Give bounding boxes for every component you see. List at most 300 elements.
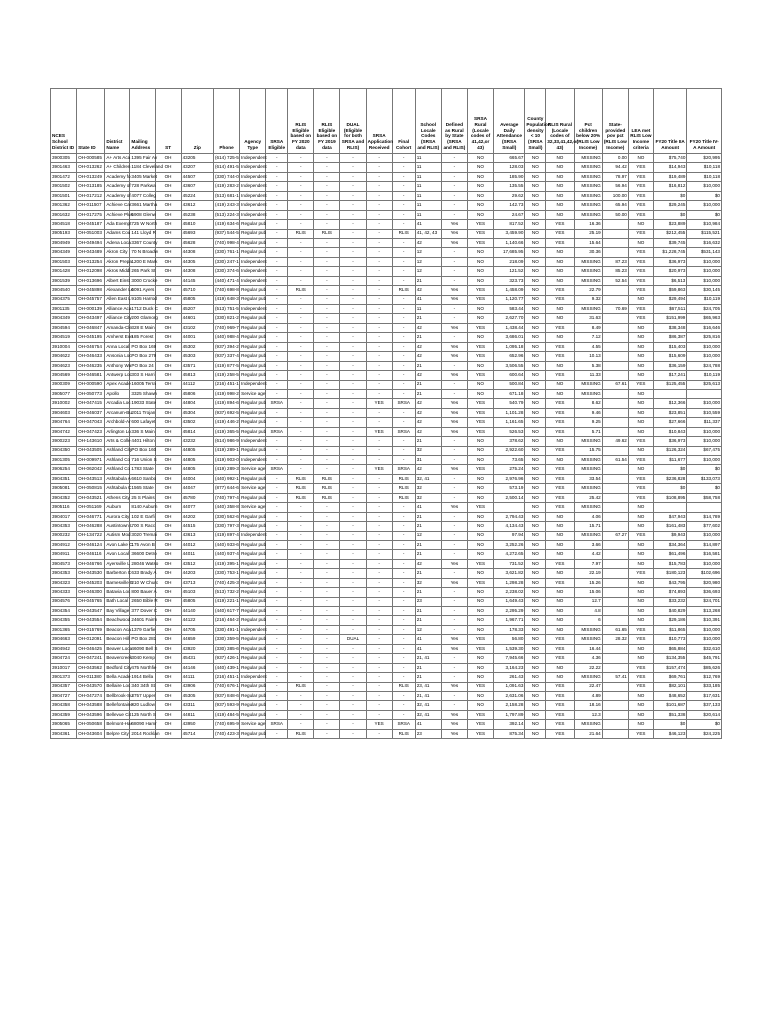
table-cell: 1,967.71	[494, 616, 525, 625]
table-cell: $10,391	[687, 616, 722, 625]
table-cell: MISSING	[574, 305, 602, 314]
table-row	[51, 456, 722, 465]
table-cell: $15,783	[653, 559, 686, 568]
table-cell: Independent	[240, 305, 266, 314]
table-cell: 21, 41	[415, 654, 441, 663]
table-cell: (937) 544-5	[214, 229, 240, 238]
table-cell: -	[314, 210, 340, 219]
table-cell: 3904764	[51, 418, 77, 427]
table-cell: NO	[546, 540, 574, 549]
table-cell: 41	[415, 635, 441, 644]
table-cell: $24,225	[687, 729, 722, 738]
table-cell: -	[266, 456, 288, 465]
table-row	[51, 550, 722, 559]
table-cell: NO	[546, 248, 574, 257]
table-cell: -	[314, 540, 340, 549]
table-cell: -	[441, 267, 467, 276]
table-cell: 3904357	[51, 682, 77, 691]
table-cell: -	[340, 361, 366, 370]
table-cell: Independent	[240, 267, 266, 276]
table-cell: -	[314, 720, 340, 729]
table-cell: -	[266, 522, 288, 531]
table-cell: -	[266, 154, 288, 163]
table-cell: NO	[628, 559, 653, 568]
table-cell: -	[288, 673, 314, 682]
table-cell: 41	[415, 503, 441, 512]
table-cell: 43607	[181, 182, 213, 191]
table-cell: -	[366, 408, 392, 417]
table-cell: -	[266, 361, 288, 370]
table-cell: YES	[628, 305, 653, 314]
table-cell: $17,241	[653, 371, 686, 380]
table-cell	[602, 701, 628, 710]
table-cell: 21	[415, 512, 441, 521]
table-cell: 1,458.09	[494, 286, 525, 295]
table-cell: Ashland Co	[105, 465, 130, 474]
table-cell: (216) 451-1	[214, 380, 240, 389]
table-cell: 725 W North	[130, 220, 155, 229]
table-cell: YES	[628, 276, 653, 285]
table-cell: NO	[467, 333, 493, 342]
table-cell: Anna Local	[105, 342, 130, 351]
table-cell: 18.16	[574, 701, 602, 710]
table-cell: YES	[546, 295, 574, 304]
table-cell: 42	[415, 418, 441, 427]
table-cell: 303 S Harri	[130, 371, 155, 380]
table-cell: OH	[155, 607, 181, 616]
table-cell: Bellbrook-Su	[105, 691, 130, 700]
table-cell: -	[314, 314, 340, 323]
table-cell: -	[392, 172, 415, 181]
table-cell: -	[441, 276, 467, 285]
table-cell: $51,338	[653, 710, 686, 719]
table-cell: YES	[628, 210, 653, 219]
table-cell: 10.13	[574, 352, 602, 361]
table-cell: (740) 998-4	[214, 238, 240, 247]
table-cell: 32	[415, 578, 441, 587]
column-header: RLIS Eligible based on FY 2019 data	[314, 89, 340, 154]
table-cell: 42	[415, 238, 441, 247]
table-cell: 2,500.14	[494, 493, 525, 502]
table-cell: 28046 Watso	[130, 559, 155, 568]
table-cell: 12	[415, 248, 441, 257]
table-cell: OH	[155, 314, 181, 323]
table-cell: -	[366, 597, 392, 606]
table-cell: 1,161.65	[494, 418, 525, 427]
table-cell: NO	[525, 456, 546, 465]
table-cell: MISSING	[574, 210, 602, 219]
table-cell: -	[266, 201, 288, 210]
table-cell: -	[314, 172, 340, 181]
table-cell: (419) 289-3	[214, 465, 240, 474]
table-cell: Avon Local	[105, 550, 130, 559]
table-cell: MISSING	[574, 380, 602, 389]
table-cell: MISSING	[574, 276, 602, 285]
table-cell: -	[340, 559, 366, 568]
table-cell: -	[314, 644, 340, 653]
table-cell: OH-047241	[77, 654, 105, 663]
table-cell: -	[392, 323, 415, 332]
table-cell: Yes	[441, 342, 467, 351]
table-cell: OH-043547	[77, 607, 105, 616]
table-cell: MISSING	[574, 503, 602, 512]
table-cell: Yes	[441, 559, 467, 568]
table-cell: (330) 374-6	[214, 267, 240, 276]
table-cell: NO	[546, 361, 574, 370]
table-cell: OH	[155, 248, 181, 257]
table-cell: -	[314, 201, 340, 210]
table-cell: 70.69	[602, 305, 628, 314]
table-cell: Bay Village	[105, 607, 130, 616]
table-cell: 8140 Auburn	[130, 503, 155, 512]
table-cell: -	[366, 371, 392, 380]
table-cell: -	[314, 305, 340, 314]
table-cell: 45806	[181, 389, 213, 398]
table-cell: -	[366, 238, 392, 247]
table-cell: NO	[525, 380, 546, 389]
table-cell: YES	[366, 399, 392, 408]
table-cell: -	[441, 361, 467, 370]
table-cell	[602, 399, 628, 408]
table-cell: 3904359	[51, 710, 77, 719]
table-cell: Independent	[240, 673, 266, 682]
table-cell: Akron City	[105, 248, 130, 257]
table-row	[51, 342, 722, 351]
table-cell: NO	[525, 314, 546, 323]
table-cell: 141 Lloyd R	[130, 229, 155, 238]
table-cell: 21	[415, 616, 441, 625]
table-cell: -	[288, 597, 314, 606]
table-cell: (419) 998-2	[214, 389, 240, 398]
table-cell: 21	[415, 333, 441, 342]
table-row	[51, 493, 722, 502]
table-cell: $16,646	[687, 323, 722, 332]
table-cell: 11	[415, 201, 441, 210]
table-cell: -	[266, 295, 288, 304]
table-cell: 87.23	[602, 257, 628, 266]
table-cell: NO	[525, 644, 546, 653]
table-cell: 3904727	[51, 691, 77, 700]
table-cell: SRSA	[266, 465, 288, 474]
table-cell: $115,521	[687, 229, 722, 238]
table-cell: 3,621.82	[494, 569, 525, 578]
table-cell: 6610 Sanbo	[130, 474, 155, 483]
table-cell: 4401 Hilton	[130, 437, 155, 446]
table-cell: YES	[467, 371, 493, 380]
column-header: LEA met RLIS Low Income criteria	[628, 89, 653, 154]
table-cell: YES	[628, 201, 653, 210]
table-cell: -	[314, 333, 340, 342]
table-cell: YES	[546, 408, 574, 417]
table-cell: -	[266, 691, 288, 700]
table-cell: Barberton C	[105, 569, 130, 578]
table-cell: -	[340, 371, 366, 380]
table-cell: 16005 Terra	[130, 380, 155, 389]
table-cell: NO	[525, 295, 546, 304]
table-cell	[494, 503, 525, 512]
table-cell: NO	[525, 625, 546, 634]
table-cell: -	[314, 191, 340, 200]
table-cell: $0	[687, 720, 722, 729]
table-cell: YES	[628, 531, 653, 540]
table-cell: -	[366, 389, 392, 398]
table-cell: -	[288, 654, 314, 663]
table-cell: 583.44	[494, 305, 525, 314]
table-cell: Beacon Hill	[105, 635, 130, 644]
table-cell: 3904017	[51, 512, 77, 521]
table-cell: -	[392, 446, 415, 455]
table-cell: Regular pub	[240, 238, 266, 247]
table-cell: -	[340, 295, 366, 304]
table-cell: 3904349	[51, 314, 77, 323]
table-cell: -	[392, 238, 415, 247]
table-cell: (877) 644-6	[214, 484, 240, 493]
table-cell: NO	[525, 531, 546, 540]
table-cell: 1783 State	[130, 465, 155, 474]
table-cell: 4.55	[574, 342, 602, 351]
table-cell: OH	[155, 427, 181, 436]
table-cell: 21	[415, 607, 441, 616]
table-cell: $125,455	[653, 380, 686, 389]
table-cell: $0	[687, 465, 722, 474]
table-cell: 3905065	[51, 720, 77, 729]
table-cell: -	[392, 276, 415, 285]
table-cell: 3900232	[51, 531, 77, 540]
table-cell: NO	[628, 342, 653, 351]
table-cell: (330) 797-3	[214, 522, 240, 531]
table-cell: 11.33	[574, 371, 602, 380]
table-cell: OH-045187	[77, 220, 105, 229]
table-cell: $10,843	[653, 427, 686, 436]
table-cell: -	[340, 578, 366, 587]
table-cell: 3405 Market	[130, 172, 155, 181]
table-cell: 45103	[181, 588, 213, 597]
table-cell: Arcanum-Bu	[105, 408, 130, 417]
table-cell: Regular pub	[240, 248, 266, 257]
table-cell: OH-043513	[77, 474, 105, 483]
table-cell: -	[288, 427, 314, 436]
table-cell: OH	[155, 229, 181, 238]
table-cell: -	[366, 550, 392, 559]
table-cell: -	[340, 550, 366, 559]
table-cell: -	[340, 314, 366, 323]
table-cell: -	[392, 191, 415, 200]
table-cell: (440) 992-1	[214, 474, 240, 483]
table-row	[51, 210, 722, 219]
table-cell: -	[288, 437, 314, 446]
table-cell: NO	[525, 673, 546, 682]
table-cell: Yes	[441, 682, 467, 691]
table-cell: Archbold-Ar	[105, 418, 130, 427]
table-cell	[602, 522, 628, 531]
table-cell: NO	[628, 352, 653, 361]
table-cell: 41	[415, 644, 441, 653]
table-cell: 135.55	[494, 182, 525, 191]
table-cell: Independent	[240, 154, 266, 163]
table-cell: MISSING	[574, 154, 602, 163]
table-cell: 3900223	[51, 437, 77, 446]
table-cell: Independent	[240, 182, 266, 191]
table-cell: 475 Northfie	[130, 663, 155, 672]
table-cell: 3,686.01	[494, 333, 525, 342]
column-header: RLIS Eligible based on FY 2020 data	[288, 89, 314, 154]
table-cell: $32,610	[687, 644, 722, 653]
table-cell: 185.90	[494, 172, 525, 181]
table-cell: SRSA	[392, 399, 415, 408]
table-cell: 261.43	[494, 673, 525, 682]
table-cell: MISSING	[574, 531, 602, 540]
table-cell: -	[314, 654, 340, 663]
table-cell: NO	[546, 550, 574, 559]
table-cell: OH	[155, 389, 181, 398]
table-cell: Independent	[240, 276, 266, 285]
table-cell: YES	[467, 352, 493, 361]
table-cell: (419) 243-3	[214, 201, 240, 210]
table-cell: NO	[546, 437, 574, 446]
table-cell: OH-017275	[77, 210, 105, 219]
table-cell	[687, 389, 722, 398]
table-cell: -	[366, 512, 392, 521]
table-cell: -	[288, 342, 314, 351]
table-cell: PO Box 281	[130, 635, 155, 644]
table-cell: 23	[415, 597, 441, 606]
table-cell: -	[288, 465, 314, 474]
table-cell: Regular pub	[240, 474, 266, 483]
table-cell: 175 Avon B	[130, 540, 155, 549]
table-cell: -	[366, 191, 392, 200]
table-cell: 121.52	[494, 267, 525, 276]
table-cell: OH	[155, 663, 181, 672]
table-cell: -	[441, 607, 467, 616]
table-cell: Regular pub	[240, 635, 266, 644]
table-cell: OH-013254	[77, 257, 105, 266]
table-cell: OH-043570	[77, 682, 105, 691]
table-cell: 33.54	[574, 474, 602, 483]
table-cell: NO	[628, 654, 653, 663]
table-cell: NO	[525, 682, 546, 691]
table-cell: NO	[467, 248, 493, 257]
table-row	[51, 314, 722, 323]
table-cell: -	[366, 474, 392, 483]
table-cell: Regular pub	[240, 578, 266, 587]
table-cell: -	[314, 399, 340, 408]
table-cell: -	[340, 607, 366, 616]
table-row	[51, 616, 722, 625]
table-cell: 78.97	[602, 172, 628, 181]
table-cell: 2,976.96	[494, 474, 525, 483]
table-cell: -	[314, 446, 340, 455]
table-cell: Achieve Car	[105, 201, 130, 210]
table-cell: 3904576	[51, 597, 77, 606]
table-cell: $0	[653, 210, 686, 219]
table-cell: YES	[628, 569, 653, 578]
table-row	[51, 418, 722, 427]
table-cell: OH	[155, 456, 181, 465]
table-cell: $101,687	[653, 701, 686, 710]
table-cell: $11,677	[653, 456, 686, 465]
table-cell: -	[314, 550, 340, 559]
table-cell: $43,795	[653, 578, 686, 587]
table-cell: NO	[467, 616, 493, 625]
table-cell: -	[340, 512, 366, 521]
table-cell: -	[392, 607, 415, 616]
table-cell: 42	[415, 427, 441, 436]
table-cell: MISSING	[574, 191, 602, 200]
table-cell: Alexander Lo	[105, 286, 130, 295]
table-cell: NO	[628, 465, 653, 474]
table-cell: 3901502	[51, 182, 77, 191]
table-cell: Yes	[441, 371, 467, 380]
table-cell: 6091 Ayers	[130, 286, 155, 295]
table-cell: YES	[546, 559, 574, 568]
table-cell	[602, 238, 628, 247]
table-cell: -	[441, 625, 467, 634]
table-cell: NO	[525, 229, 546, 238]
table-cell: 45805	[181, 295, 213, 304]
table-cell: $157,474	[653, 663, 686, 672]
table-cell: NO	[628, 691, 653, 700]
table-cell: -	[266, 635, 288, 644]
table-cell: $10,000	[687, 625, 722, 634]
table-cell: YES	[628, 248, 653, 257]
table-cell: $16,581	[687, 550, 722, 559]
table-cell: $102,696	[687, 569, 722, 578]
table-cell: -	[392, 408, 415, 417]
table-cell: 42	[415, 399, 441, 408]
table-cell	[602, 597, 628, 606]
table-cell: 378.62	[494, 437, 525, 446]
table-cell: $20,614	[687, 710, 722, 719]
table-cell: A+ Children	[105, 163, 130, 172]
table-cell: Academy of	[105, 191, 130, 200]
table-cell: -	[392, 569, 415, 578]
table-cell: -	[340, 201, 366, 210]
table-cell: $10,000	[687, 352, 722, 361]
table-cell: 3901428	[51, 267, 77, 276]
table-row	[51, 427, 722, 436]
table-cell: 44140	[181, 607, 213, 616]
table-cell: OH	[155, 352, 181, 361]
table-cell: 45224	[181, 191, 213, 200]
table-cell: -	[392, 710, 415, 719]
table-cell: 3904623	[51, 361, 77, 370]
table-cell: -	[288, 257, 314, 266]
table-cell: -	[366, 625, 392, 634]
table-cell: 21	[415, 437, 441, 446]
table-cell: YES	[467, 729, 493, 738]
column-header: Average Daily Attendance (SRSA Small)	[494, 89, 525, 154]
table-cell: -	[392, 380, 415, 389]
table-row	[51, 635, 722, 644]
table-cell: 3020 Tremai	[130, 531, 155, 540]
table-cell: Regular pub	[240, 559, 266, 568]
table-cell: SRSA	[266, 427, 288, 436]
table-cell: -	[288, 267, 314, 276]
table-cell: 128.03	[494, 163, 525, 172]
column-header: FY20 Title IV-A Amount	[687, 89, 722, 154]
table-cell: OH-046766	[77, 559, 105, 568]
table-cell: OH-045203	[77, 578, 105, 587]
table-cell: -	[392, 644, 415, 653]
table-cell: Regular pub	[240, 540, 266, 549]
table-cell: YES	[546, 682, 574, 691]
table-cell: (513) 681-1	[214, 191, 240, 200]
table-cell: -	[314, 588, 340, 597]
table-cell: $6,513	[653, 276, 686, 285]
table-cell: 3904375	[51, 295, 77, 304]
table-cell: 600.64	[494, 371, 525, 380]
table-cell: Regular pub	[240, 729, 266, 738]
